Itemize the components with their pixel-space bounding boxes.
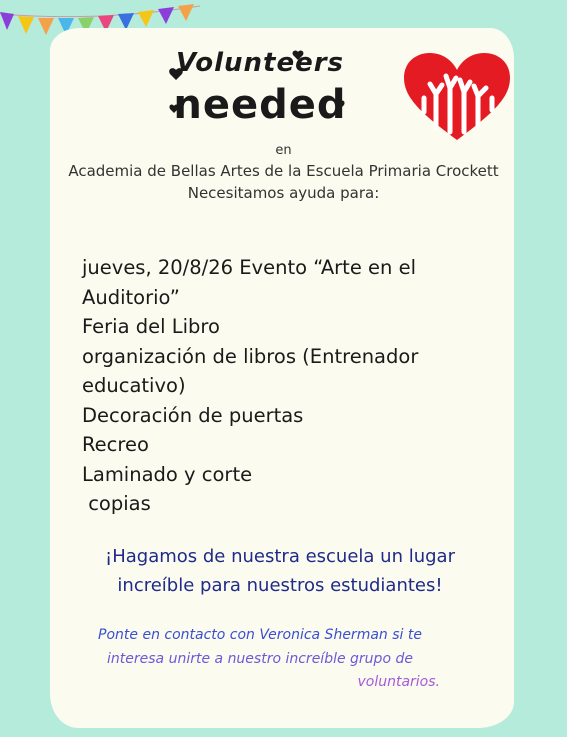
slogan-line: ¡Hagamos de nuestra escuela un lugar <box>105 546 455 567</box>
slogan-line: increíble para nuestros estudiantes! <box>117 575 443 596</box>
task-line: Auditorio” <box>82 285 180 309</box>
task-line: copias <box>82 492 151 515</box>
slogan <box>60 542 500 600</box>
task-line: organización de libros (Entrenador <box>82 344 419 368</box>
title-needed: needed <box>173 82 347 128</box>
contact-line: voluntarios. <box>357 674 440 690</box>
task-line: Recreo <box>82 433 149 456</box>
task-line: educativo) <box>82 374 186 397</box>
intro-en: en <box>275 143 292 158</box>
contact-info <box>80 624 440 695</box>
volunteers-needed-title <box>160 34 360 144</box>
task-line: Feria del Libro <box>82 315 220 338</box>
title-volunteers: Volunteers <box>175 48 345 78</box>
task-line: jueves, 20/8/26 Evento “Arte en el <box>82 256 416 279</box>
task-line: Laminado y corte <box>82 462 253 486</box>
task-list <box>82 253 482 519</box>
contact-line: interesa unirte a nuestro increíble grupo de <box>107 650 413 667</box>
need-help-heading: Necesitamos ayuda para: <box>187 184 380 202</box>
task-line: Decoración de puertas <box>82 403 304 427</box>
contact-line: Ponte en contacto con Veronica Sherman si te <box>98 627 422 643</box>
school-name: Academia de Bellas Artes de la Escuela Primaria Crockett <box>68 162 499 180</box>
heart-hands-icon <box>402 52 512 142</box>
